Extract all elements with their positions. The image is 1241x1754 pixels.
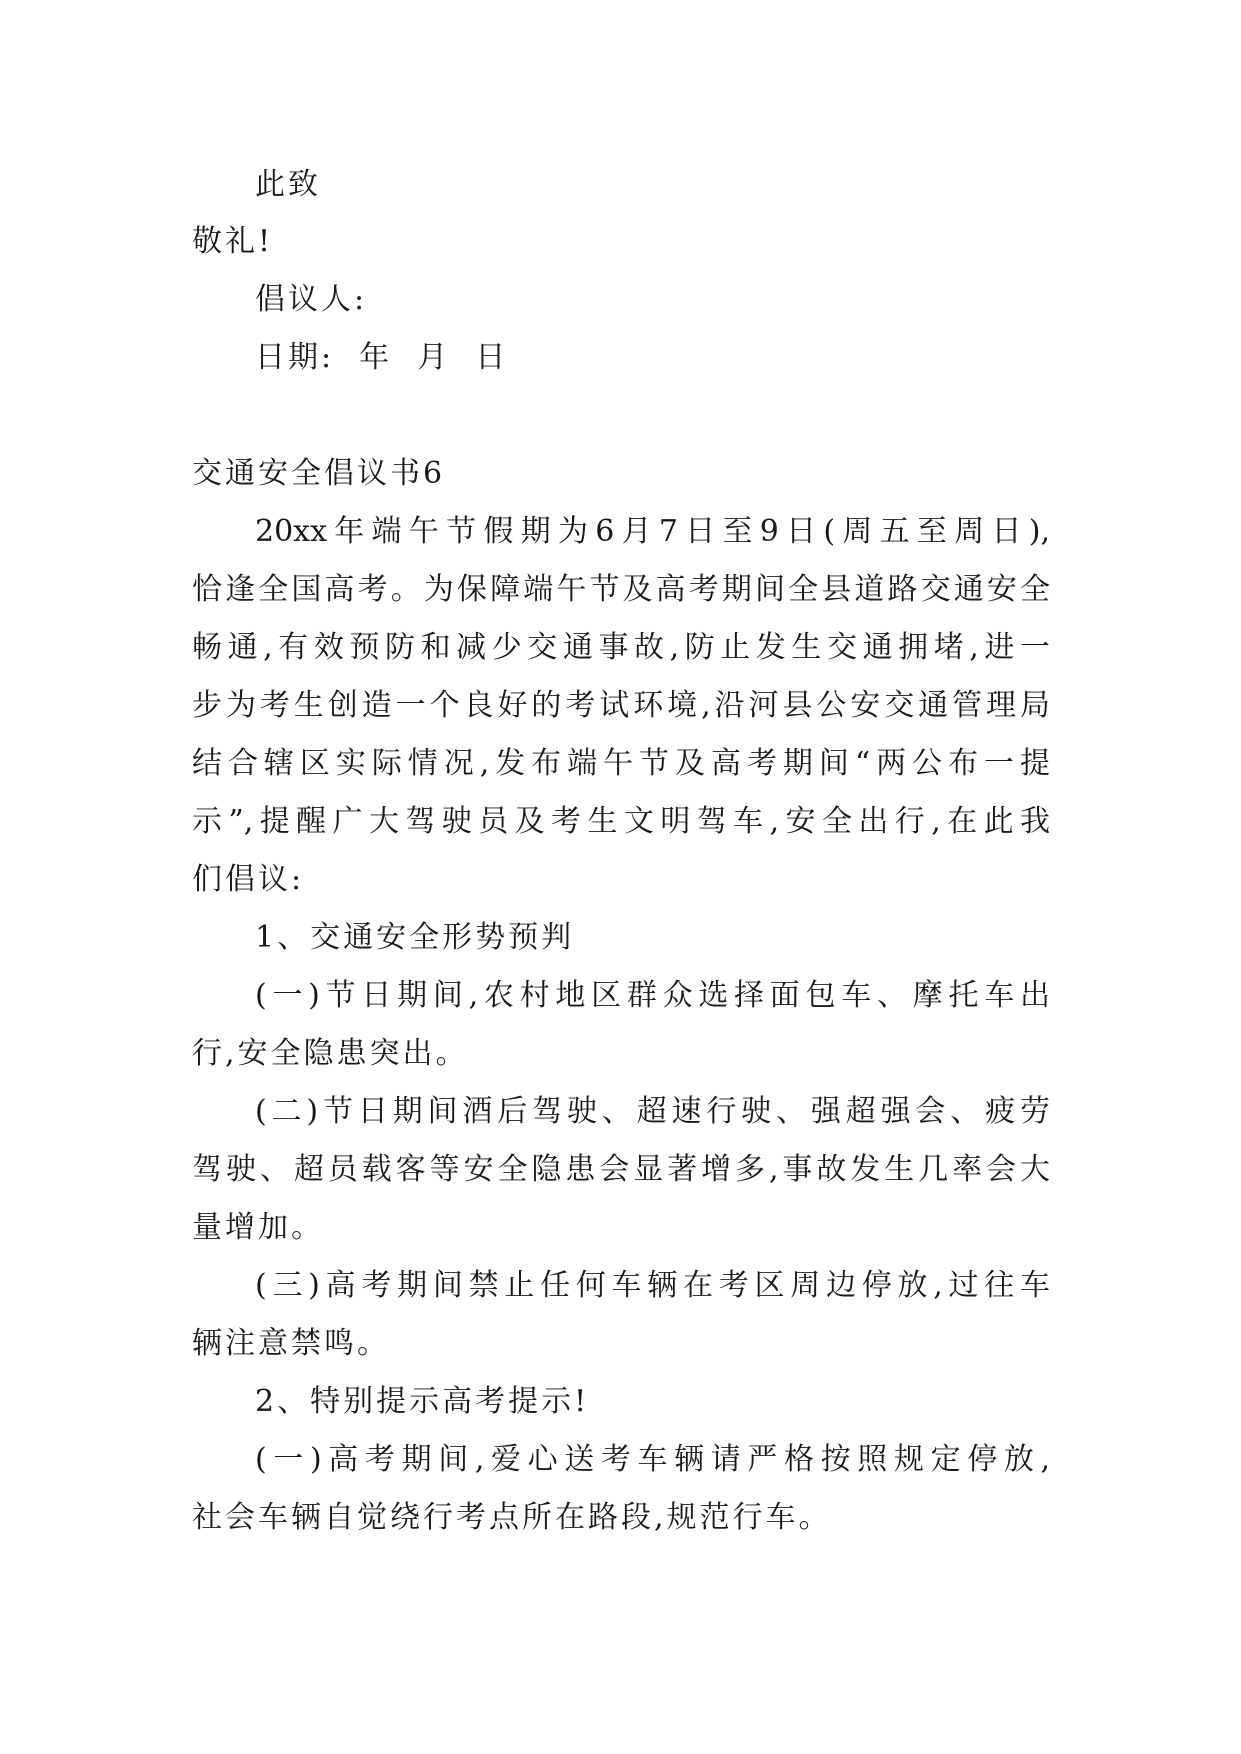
heading-2: 2、特别提示高考提示! xyxy=(255,1384,590,1419)
section-title: 交通安全倡议书6 xyxy=(192,456,446,491)
paragraph-line: 步为考生创造一个良好的考试环境,沿河县公安交通管理局 xyxy=(192,688,1050,723)
paragraph-line: (一)节日期间,农村地区群众选择面包车、摩托车出 xyxy=(255,978,1050,1013)
closing-regards: 敬礼! xyxy=(192,224,274,259)
closing-salutation: 此致 xyxy=(255,167,321,202)
paragraph-line: 辆注意禁鸣。 xyxy=(192,1326,390,1361)
paragraph-line: 恰逢全国高考。为保障端午节及高考期间全县道路交通安全 xyxy=(192,572,1050,607)
heading-1: 1、交通安全形势预判 xyxy=(255,920,575,955)
paragraph-line: (一)高考期间,爱心送考车辆请严格按照规定停放, xyxy=(255,1442,1050,1477)
paragraph-line: 驾驶、超员载客等安全隐患会显著增多,事故发生几率会大 xyxy=(192,1152,1050,1187)
paragraph-line: (二)节日期间酒后驾驶、超速行驶、强超强会、疲劳 xyxy=(255,1094,1050,1129)
paragraph-line: 20xx年端午节假期为6月7日至9日(周五至周日), xyxy=(255,514,1050,549)
date-line: 日期: 年 月 日 xyxy=(255,340,509,375)
paragraph-line: 行,安全隐患突出。 xyxy=(192,1036,469,1071)
paragraph-line: 结合辖区实际情况,发布端午节及高考期间“两公布一提 xyxy=(192,746,1050,781)
initiator-label: 倡议人: xyxy=(255,282,368,317)
paragraph-line: 们倡议: xyxy=(192,862,305,897)
paragraph-line: 量增加。 xyxy=(192,1210,324,1245)
paragraph-line: (三)高考期间禁止任何车辆在考区周边停放,过往车 xyxy=(255,1268,1050,1303)
paragraph-line: 示”,提醒广大驾驶员及考生文明驾车,安全出行,在此我 xyxy=(192,804,1050,839)
paragraph-line: 畅通,有效预防和减少交通事故,防止发生交通拥堵,进一 xyxy=(192,630,1050,665)
paragraph-line: 社会车辆自觉绕行考点所在路段,规范行车。 xyxy=(192,1500,832,1535)
